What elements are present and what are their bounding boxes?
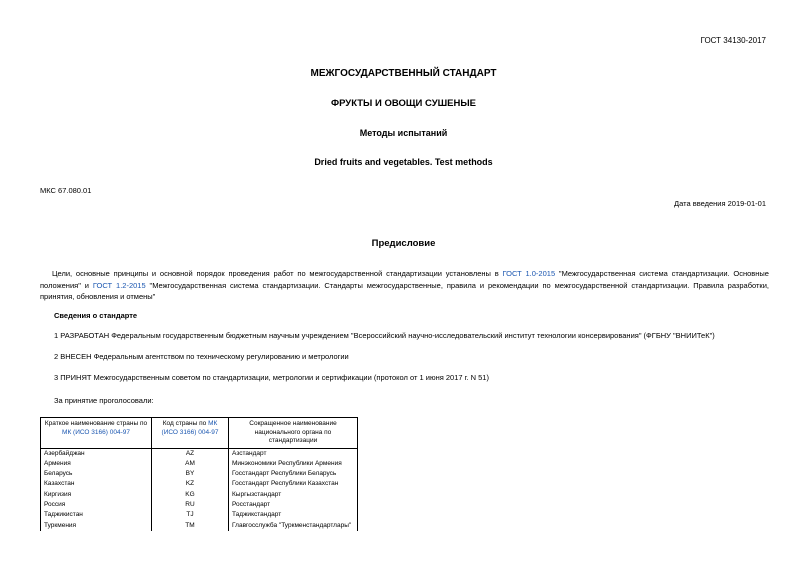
document-subtitle: Методы испытаний xyxy=(359,128,448,138)
national-body: Кыргызстандарт xyxy=(229,490,358,500)
country-code: AM xyxy=(152,459,229,469)
country-name: Киргизия xyxy=(41,490,152,500)
country-name: Россия xyxy=(41,500,152,510)
gost-1-2-link[interactable]: ГОСТ 1.2-2015 xyxy=(92,280,146,290)
document-code: ГОСТ 34130-2017 xyxy=(700,36,766,45)
country-code: BY xyxy=(152,469,229,479)
country-name: Армения xyxy=(41,459,152,469)
country-name: Туркмения xyxy=(41,521,152,531)
table-row xyxy=(41,490,358,500)
country-name: Казахстан xyxy=(41,479,152,489)
introduced-by-line: 2 ВНЕСЕН Федеральным агентством по техническому регулированию и метрологии xyxy=(54,352,349,361)
countries-table xyxy=(40,417,358,531)
mk-iso-link[interactable]: МК (ИСО 3166) 004-97 xyxy=(62,428,130,436)
adopted-by-line: 3 ПРИНЯТ Межгосударственным советом по стандартизации, метрологии и сертификации (протокол от 1 июня 2017 г. N 51) xyxy=(54,373,489,382)
document-title: ФРУКТЫ И ОВОЩИ СУШЕНЫЕ xyxy=(330,98,477,109)
country-name: Таджикистан xyxy=(41,510,152,520)
preface-text-part2: "Межгосударственная система стандартизации. Основные положения" и xyxy=(40,269,769,290)
document-title-english: Dried fruits and vegetables. Test methods xyxy=(314,157,493,167)
country-name: Беларусь xyxy=(41,469,152,479)
preface-paragraph xyxy=(40,268,769,303)
preface-heading: Предисловие xyxy=(371,238,436,249)
table-header-row xyxy=(41,418,358,449)
developed-by-line: 1 РАЗРАБОТАН Федеральным государственным бюджетным научным учреждением "Всероссийский научно-исследовательский институт технологии консервирования" (ФГБНУ "ВНИИТеК") xyxy=(54,331,715,340)
country-code: TM xyxy=(152,521,229,531)
table-row xyxy=(41,448,358,459)
preface-text-part3: "Межгосударственная система стандартизации. Стандарты межгосударственные, правила и рекомендации по межгосударственной стандартизации. Правила разработки, принятия, обновления и отмены" xyxy=(40,280,769,301)
standard-type-title: МЕЖГОСУДАРСТВЕННЫЙ СТАНДАРТ xyxy=(310,68,497,79)
country-code: KZ xyxy=(152,479,229,489)
standard-info-heading: Сведения о стандарте xyxy=(54,311,138,320)
table-row xyxy=(41,500,358,510)
table-row xyxy=(41,469,358,479)
header-country-name: Краткое наименование страны по МК (ИСО 3166) 004-97 xyxy=(41,418,152,449)
country-code: TJ xyxy=(152,510,229,520)
national-body: Госстандарт Республики Беларусь xyxy=(229,469,358,479)
mk-iso-link[interactable]: МК (ИСО 3166) 004-97 xyxy=(161,420,219,436)
classification-code: МКС 67.080.01 xyxy=(40,186,92,195)
country-code: RU xyxy=(152,500,229,510)
national-body: Таджикстандарт xyxy=(229,510,358,520)
national-body: Азстандарт xyxy=(229,448,358,459)
national-body: Минэкономики Республики Армения xyxy=(229,459,358,469)
table-row xyxy=(41,479,358,489)
national-body: Главгосслужба "Туркменстандартлары" xyxy=(229,521,358,531)
preface-text-part1: Цели, основные принципы и основной порядок проведения работ по межгосударственной стандартизации установлены в xyxy=(52,269,503,278)
country-code: KG xyxy=(152,490,229,500)
national-body: Госстандарт Республики Казахстан xyxy=(229,479,358,489)
table-row xyxy=(41,521,358,531)
table-row xyxy=(41,510,358,520)
header-country-code: Код страны по МК (ИСО 3166) 004-97 xyxy=(152,418,229,449)
gost-1-0-link[interactable]: ГОСТ 1.0-2015 xyxy=(502,269,556,278)
national-body: Росстандарт xyxy=(229,500,358,510)
country-code: AZ xyxy=(152,448,229,459)
country-name: Азербайджан xyxy=(41,448,152,459)
voted-for-line: За принятие проголосовали: xyxy=(54,396,154,405)
table-row xyxy=(41,459,358,469)
introduction-date: Дата введения 2019-01-01 xyxy=(674,199,766,208)
header-national-body: Сокращенное наименование национального органа по стандартизации xyxy=(229,418,358,449)
